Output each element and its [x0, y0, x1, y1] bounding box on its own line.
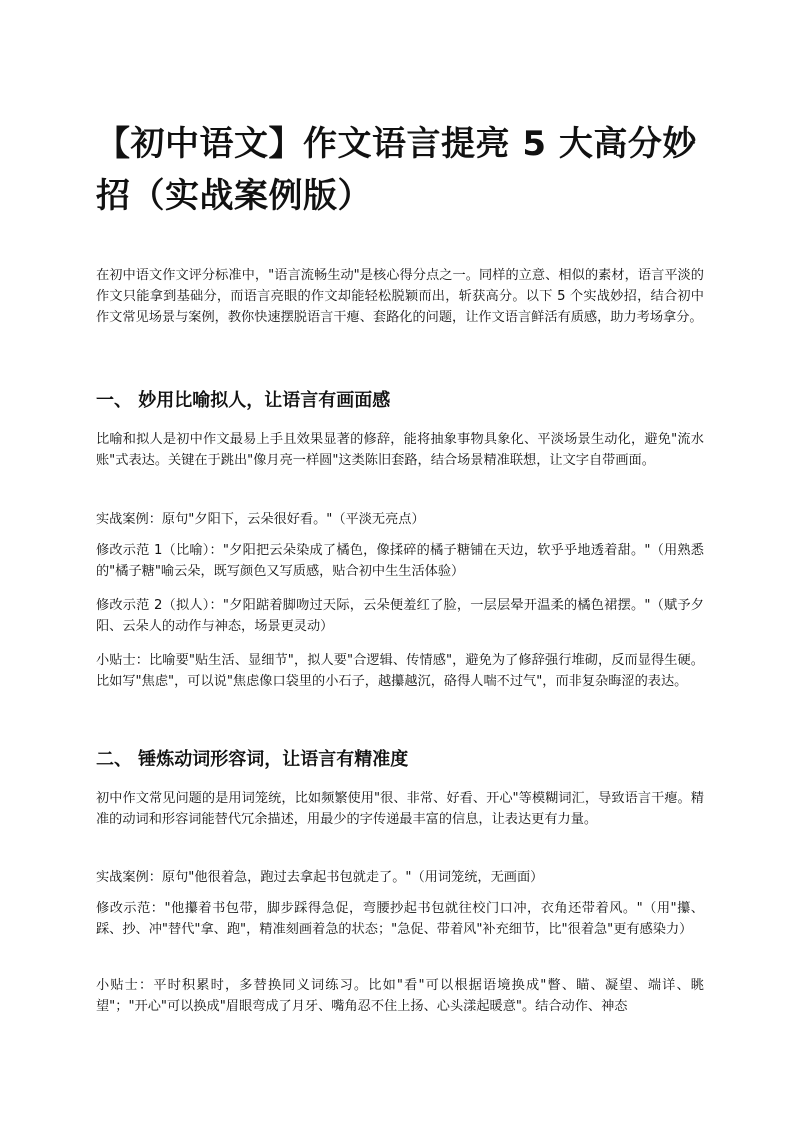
- section-1-heading: 一、 妙用比喻拟人，让语言有画面感: [96, 390, 391, 411]
- section-1-example-2: 修改示范 2（拟人）："夕阳踮着脚吻过天际，云朵便羞红了脸，一层层晕开温柔的橘色裙摆。"（赋予夕阳、云朵人的动作与神态，场景更灵动）: [96, 598, 704, 634]
- section-2-tip: 小贴士：平时积累时，多替换同义词练习。比如"看"可以根据语境换成"瞥、瞄、凝望、端详、眺望"；"开心"可以换成"眉眼弯成了月牙、嘴角忍不住上扬、心头漾起暖意"。结合动作、神态: [96, 978, 704, 1014]
- section-2-example: 修改示范："他攥着书包带，脚步踩得急促，弯腰抄起书包就往校门口冲，衣角还带着风。"（用"攥、踩、抄、冲"替代"拿、跑"，精准刻画着急的状态；"急促、带着风"补充细节，比"很着急"更有感染力）: [96, 901, 704, 937]
- document-title: 【初中语文】作文语言提亮 5 大高分妙招（实战案例版）: [96, 124, 697, 216]
- section-2-heading: 二、 锤炼动词形容词，让语言有精准度: [96, 749, 409, 770]
- section-2-case: 实战案例：原句"他很着急，跑过去拿起书包就走了。"（用词笼统，无画面）: [96, 870, 544, 885]
- section-1-example-1: 修改示范 1（比喻）："夕阳把云朵染成了橘色，像揉碎的橘子糖铺在天边，软乎乎地透着甜。"（用熟悉的"橘子糖"喻云朵，既写颜色又写质感，贴合初中生生活体验）: [96, 543, 704, 579]
- intro-paragraph: 在初中语文作文评分标准中，"语言流畅生动"是核心得分点之一。同样的立意、相似的素材，语言平淡的作文只能拿到基础分，而语言亮眼的作文却能轻松脱颖而出，斩获高分。以下 5 个实战妙招，结合初中作文常见场景与案例，教你快速摆脱语言干瘪、套路化的问题，让作文语言鲜活有质感，助力考场拿分。: [96, 268, 704, 325]
- section-1-paragraph-1: 比喻和拟人是初中作文最易上手且效果显著的修辞，能将抽象事物具象化、平淡场景生动化，避免"流水账"式表达。关键在于跳出"像月亮一样圆"这类陈旧套路，结合场景精准联想，让文字自带画面。: [96, 432, 704, 468]
- section-2-paragraph-1: 初中作文常见问题的是用词笼统，比如频繁使用"很、非常、好看、开心"等模糊词汇，导致语言干瘪。精准的动词和形容词能替代冗余描述，用最少的字传递最丰富的信息，让表达更有力量。: [96, 791, 704, 827]
- section-1-case: 实战案例：原句"夕阳下，云朵很好看。"（平淡无亮点）: [96, 512, 425, 527]
- section-1-tip: 小贴士：比喻要"贴生活、显细节"，拟人要"合逻辑、传情感"，避免为了修辞强行堆砌，反而显得生硬。比如写"焦虑"，可以说"焦虑像口袋里的小石子，越攥越沉，硌得人喘不过气"，而非复杂晦涩的表达。: [96, 653, 704, 689]
